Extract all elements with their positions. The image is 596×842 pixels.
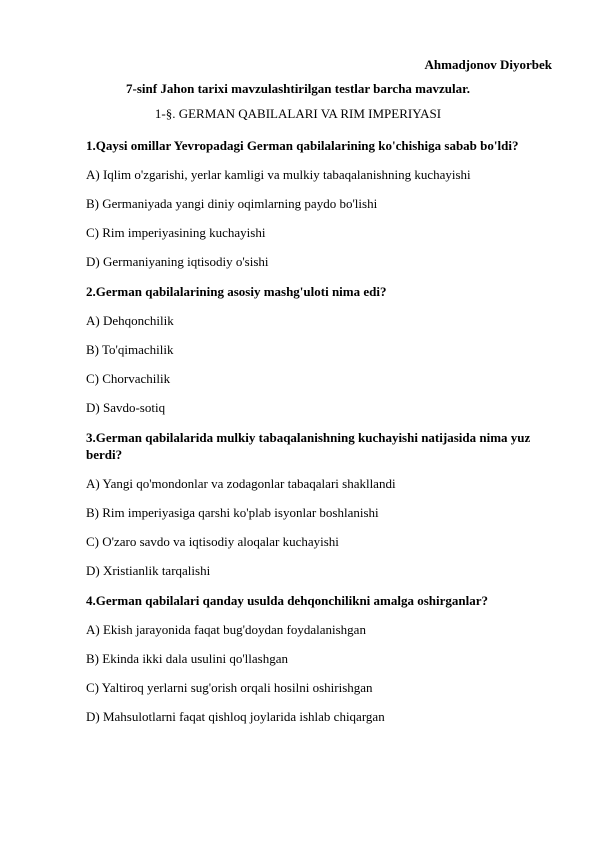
question-block xyxy=(86,283,546,415)
answer-option: C) Yaltiroq yerlarni sug'orish orqali hosilni oshirishgan xyxy=(86,680,373,695)
answer-option: B) Ekinda ikki dala usulini qo'llashgan xyxy=(86,651,289,666)
question-text: 1.Qaysi omillar Yevropadagi German qabilalarining ko'chishiga sabab bo'ldi? xyxy=(86,138,519,153)
questions-list xyxy=(86,137,546,738)
answer-option: A) Ekish jarayonida faqat bug'doydan foydalanishgan xyxy=(86,622,366,637)
section-title: 1-§. GERMAN QABILALARI VA RIM IMPERIYASI xyxy=(154,106,442,121)
answer-option: B) To'qimachilik xyxy=(86,342,174,357)
question-text: 2.German qabilalarining asosiy mashg'uloti nima edi? xyxy=(86,284,387,299)
answer-option: C) Chorvachilik xyxy=(86,371,171,386)
answer-option: A) Yangi qo'mondonlar va zodagonlar tabaqalari shakllandi xyxy=(86,476,396,491)
answer-option: A) Iqlim o'zgarishi, yerlar kamligi va mulkiy tabaqalanishning kuchayishi xyxy=(86,167,471,182)
answer-option: D) Xristianlik tarqalishi xyxy=(86,563,211,578)
answer-option: B) Rim imperiyasiga qarshi ko'plab isyonlar boshlanishi xyxy=(86,505,379,520)
author-name: Ahmadjonov Diyorbek xyxy=(424,57,552,72)
document-subtitle: 7-sinf Jahon tarixi mavzulashtirilgan testlar barcha mavzular. xyxy=(126,81,470,96)
answer-option: D) Mahsulotlarni faqat qishloq joylarida ishlab chiqargan xyxy=(86,709,385,724)
question-text: 3.German qabilalarida mulkiy tabaqalanishning kuchayishi natijasida nima yuz berdi? xyxy=(86,430,531,462)
answer-option: C) O'zaro savdo va iqtisodiy aloqalar kuchayishi xyxy=(86,534,339,549)
answer-option: A) Dehqonchilik xyxy=(86,313,174,328)
answer-option: C) Rim imperiyasining kuchayishi xyxy=(86,225,266,240)
question-block xyxy=(86,429,546,578)
answer-option: D) Savdo-sotiq xyxy=(86,400,166,415)
question-block xyxy=(86,137,546,269)
answer-option: D) Germaniyaning iqtisodiy o'sishi xyxy=(86,254,269,269)
answer-option: B) Germaniyada yangi diniy oqimlarning paydo bo'lishi xyxy=(86,196,378,211)
question-block xyxy=(86,592,546,724)
question-text: 4.German qabilalari qanday usulda dehqonchilikni amalga oshirganlar? xyxy=(86,593,489,608)
